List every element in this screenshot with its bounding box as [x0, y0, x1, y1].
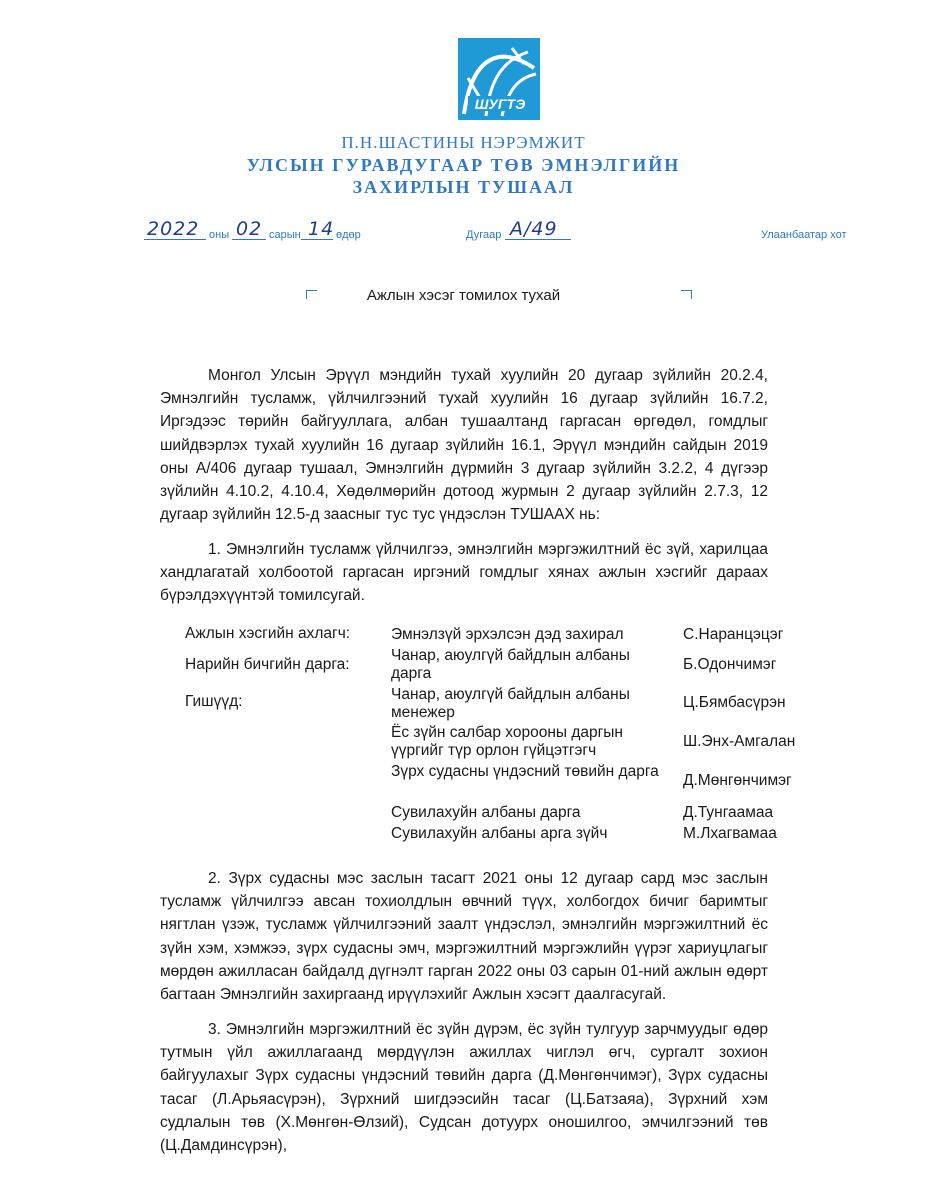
month-label: сарын: [269, 229, 301, 241]
committee-position: Эмнэлзүй эрхэлсэн дэд захирал: [391, 626, 624, 643]
committee-member-name: Д.Тунгаамаа: [683, 804, 774, 821]
role-secretary-label: Нарийн бичгийн дарга:: [185, 656, 350, 673]
committee-position: Сувилахуйн албаны дарга: [391, 804, 581, 821]
role-head-label: Ажлын хэсгийн ахлагч:: [185, 625, 351, 642]
committee-member-name: С.Наранцэцэг: [683, 626, 784, 643]
number-label: Дугаар: [466, 229, 502, 241]
document-number: А/49: [510, 218, 558, 240]
date-month: 02: [236, 218, 263, 240]
order-item-2: 2. Зүрх судасны мэс заслын тасагт 2021 оны 12 дугаар сард мэс заслын тусламж үйлчилгээ авсан тохиолдлын өвчний түүх, холбогдох бичиг баримтыг нягтлан үзэж, тусламж үйлчилгээний заалт үндэслэл, эмнэлгийн мэргэжилтний ёс зүйн хэм, хэмжээ, зүрх судасны эмч, мэргэжилтний мэргэжлийн үүрэг хариуцлагыг мөрдөн ажилласан байдалд дүгнэлт гарган 2022 оны 03 сарын 01-ний ажлын өдөрт багтаан Эмнэлгийн захиргаанд ирүүлэхийг Ажлын хэсэгт даалгасугай.: [160, 870, 768, 1004]
committee-position: Чанар, аюулгүй байдлын албаны менежер: [391, 686, 630, 721]
committee-member-name: Д.Мөнгөнчимэг: [683, 772, 792, 789]
document-type-title: ЗАХИРЛЫН ТУШААЛ: [352, 177, 575, 197]
hospital-logo: [458, 38, 540, 120]
number-underline: [505, 239, 571, 240]
committee-position: Сувилахуйн албаны арга зүйч: [391, 825, 608, 842]
day-label: өдөр: [336, 229, 361, 241]
year-label: оны: [209, 229, 230, 241]
logo-text: ШУГТЭ: [474, 96, 526, 112]
committee-member-name: М.Лхагвамаа: [683, 825, 777, 842]
month-underline: [232, 239, 266, 240]
city-label: Улаанбаатар хот: [761, 229, 847, 241]
committee-member-name: Б.Одончимэг: [683, 656, 777, 673]
committee-position: Чанар, аюулгүй байдлын албаны дарга: [391, 647, 630, 682]
committee-position: Зүрх судасны үндэсний төвийн дарга: [391, 763, 659, 780]
role-members-label: Гишүүд:: [185, 693, 243, 710]
date-day: 14: [308, 218, 335, 240]
date-year: 2022: [147, 218, 200, 240]
org-name-line1: П.Н.ШАСТИНЫ НЭРЭМЖИТ: [341, 133, 586, 152]
intro-paragraph: Монгол Улсын Эрүүл мэндийн тухай хуулийн 20 дугаар зүйлийн 20.2.4, Эмнэлгийн тусламж, үйлчилгээний тухай хуулийн 16 дугаар зүйлийн 16.7.2, Иргэдээс төрийн байгууллага, албан тушаалтанд гаргасан өргөдөл, гомдлыг шийдвэрлэх тухай хуулийн 16 дугаар зүйлийн 16.1, Эрүүл мэндийн сайдын 2019 оны А/406 дугаар тушаал, Эмнэлгийн дүрмийн 3 дугаар зүйлийн 3.2.2, 4 дүгээр зүйлийн 4.10.2, 4.10.4, Хөдөлмөрийн дотоод журмын 2 дугаар зүйлийн 2.7.3, 12 дугаар зүйлийн 12.5-д заасныг тус тус үндэслэн ТУШААХ нь:: [160, 367, 768, 524]
order-item-3: 3. Эмнэлгийн мэргэжилтний ёс зүйн дүрэм, ёс зүйн тулгуур зарчмуудыг өдөр тутмын үйл ажиллагаанд мөрдүүлэн ажиллах чиглэл өгч, сургалт зохион байгуулахыг Зүрх судасны үндэсний төвийн дарга (Д.Мөнгөнчимэг), Зүрх судасны тасаг (Л.Арьяасүрэн), Зүрхний шигдээсийн тасаг (Ц.Батзаяа), Зүрхний хэм судлалын төв (Х.Мөнгөн-Өлзий), Судсан дотуурх оношилгоо, эмчилгээний төв (Ц.Дамдинсүрэн),: [160, 1021, 768, 1155]
year-underline: [144, 239, 206, 240]
date-number-row: [0, 218, 927, 248]
committee-member-name: Ш.Энх-Амгалан: [683, 733, 796, 750]
committee-member-name: Ц.Бямбасүрэн: [683, 694, 786, 711]
document-subject: Ажлын хэсэг томилох тухай: [366, 287, 561, 304]
org-name-line2: УЛСЫН ГУРАВДУГААР ТӨВ ЭМНЭЛГИЙН: [246, 155, 681, 175]
committee-position: Ёс зүйн салбар хорооны даргын үүргийг түр орлон гүйцэтгэгч: [391, 724, 623, 759]
day-underline: [301, 239, 333, 240]
order-item-1: 1. Эмнэлгийн тусламж үйлчилгээ, эмнэлгийн мэргэжилтний ёс зүй, харилцаа хандлагатай холбоотой гаргасан иргэний гомдлыг хянах ажлын хэсгийг дараах бүрэлдэхүүнтэй томилсугай.: [160, 541, 768, 605]
